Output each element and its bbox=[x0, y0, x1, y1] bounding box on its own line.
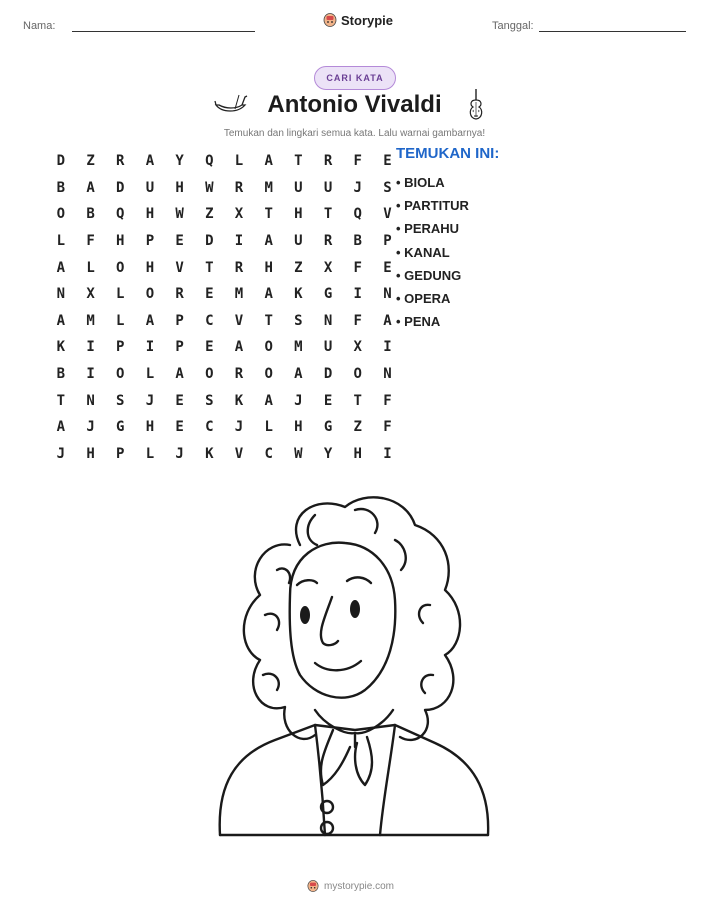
find-title: TEMUKAN INI: bbox=[396, 145, 500, 162]
grid-letter[interactable]: R bbox=[323, 233, 333, 250]
grid-letter[interactable]: A bbox=[294, 366, 303, 383]
grid-letter[interactable]: R bbox=[116, 153, 125, 170]
grid-letter[interactable]: H bbox=[353, 445, 362, 462]
grid-letter[interactable]: M bbox=[264, 179, 273, 196]
grid-letter[interactable]: U bbox=[323, 179, 333, 196]
grid-letter[interactable]: V bbox=[234, 445, 244, 462]
grid-letter[interactable]: I bbox=[383, 445, 392, 462]
grid-letter[interactable]: E bbox=[175, 233, 184, 250]
grid-letter[interactable]: E bbox=[205, 339, 214, 356]
grid-row bbox=[46, 441, 402, 468]
grid-letter[interactable]: L bbox=[145, 445, 155, 462]
grid-letter[interactable]: L bbox=[116, 286, 125, 303]
grid-letter[interactable]: A bbox=[264, 392, 273, 409]
grid-letter[interactable]: A bbox=[56, 259, 66, 276]
word-item: • GEDUNG bbox=[396, 267, 462, 283]
grid-letter[interactable]: W bbox=[175, 206, 184, 223]
grid-letter[interactable]: K bbox=[294, 286, 303, 303]
grid-letter[interactable]: D bbox=[323, 366, 333, 383]
grid-letter[interactable]: A bbox=[56, 419, 66, 436]
grid-letter[interactable]: H bbox=[145, 259, 155, 276]
vivaldi-portrait[interactable] bbox=[205, 485, 505, 850]
grid-letter[interactable]: L bbox=[116, 312, 125, 329]
grid-letter[interactable]: Z bbox=[86, 153, 95, 170]
grid-letter[interactable]: M bbox=[294, 339, 303, 356]
grid-row bbox=[46, 175, 402, 202]
grid-letter[interactable]: A bbox=[56, 312, 66, 329]
grid-letter[interactable]: I bbox=[383, 339, 392, 356]
word-list bbox=[396, 171, 469, 333]
grid-letter[interactable]: S bbox=[116, 392, 125, 409]
grid-letter[interactable]: H bbox=[116, 233, 125, 250]
grid-row bbox=[46, 361, 402, 388]
grid-letter[interactable]: A bbox=[264, 233, 273, 250]
grid-letter[interactable]: H bbox=[145, 419, 155, 436]
grid-letter[interactable]: F bbox=[383, 419, 392, 436]
grid-letter[interactable]: N bbox=[383, 286, 392, 303]
grid-letter[interactable]: P bbox=[175, 339, 184, 356]
grid-letter[interactable]: C bbox=[264, 445, 273, 462]
grid-letter[interactable]: F bbox=[353, 153, 362, 170]
grid-letter[interactable]: Q bbox=[116, 206, 125, 223]
grid-letter[interactable]: X bbox=[353, 339, 362, 356]
grid-letter[interactable]: C bbox=[205, 312, 214, 329]
grid-row bbox=[46, 334, 402, 361]
grid-letter[interactable]: W bbox=[205, 179, 214, 196]
grid-letter[interactable]: Z bbox=[205, 206, 214, 223]
grid-letter[interactable]: P bbox=[116, 445, 125, 462]
grid-letter[interactable]: N bbox=[383, 366, 392, 383]
date-label: Tanggal: bbox=[492, 20, 534, 32]
grid-letter[interactable]: D bbox=[205, 233, 214, 250]
activity-badge: CARI KATA bbox=[314, 66, 396, 90]
grid-letter[interactable]: B bbox=[56, 366, 66, 383]
grid-letter[interactable]: T bbox=[205, 259, 214, 276]
grid-letter[interactable]: T bbox=[264, 206, 273, 223]
grid-letter[interactable]: K bbox=[56, 339, 66, 356]
grid-letter[interactable]: W bbox=[294, 445, 303, 462]
grid-letter[interactable]: I bbox=[86, 339, 95, 356]
grid-letter[interactable]: Q bbox=[205, 153, 214, 170]
grid-letter[interactable]: X bbox=[234, 206, 244, 223]
grid-letter[interactable]: J bbox=[234, 419, 244, 436]
grid-letter[interactable]: Y bbox=[323, 445, 333, 462]
grid-letter[interactable]: A bbox=[175, 366, 184, 383]
grid-letter[interactable]: P bbox=[175, 312, 184, 329]
grid-letter[interactable]: H bbox=[86, 445, 95, 462]
grid-letter[interactable]: A bbox=[264, 286, 273, 303]
grid-letter[interactable]: V bbox=[383, 206, 392, 223]
grid-letter[interactable]: P bbox=[145, 233, 155, 250]
grid-letter[interactable]: T bbox=[323, 206, 333, 223]
name-label: Nama: bbox=[23, 20, 56, 32]
grid-letter[interactable]: T bbox=[264, 312, 273, 329]
grid-letter[interactable]: B bbox=[86, 206, 95, 223]
grid-letter[interactable]: E bbox=[175, 392, 184, 409]
word-item: • KANAL bbox=[396, 244, 450, 260]
grid-row bbox=[46, 228, 402, 255]
grid-row bbox=[46, 387, 402, 414]
grid-letter[interactable]: O bbox=[56, 206, 66, 223]
grid-letter[interactable]: R bbox=[323, 153, 333, 170]
grid-letter[interactable]: L bbox=[264, 419, 273, 436]
grid-letter[interactable]: E bbox=[383, 259, 392, 276]
grid-letter[interactable]: L bbox=[145, 366, 155, 383]
grid-row bbox=[46, 308, 402, 335]
grid-letter[interactable]: O bbox=[264, 366, 273, 383]
grid-letter[interactable]: T bbox=[294, 153, 303, 170]
word-item: • PENA bbox=[396, 314, 441, 330]
grid-letter[interactable]: P bbox=[116, 339, 125, 356]
footer bbox=[307, 879, 394, 893]
grid-letter[interactable]: A bbox=[234, 339, 244, 356]
grid-letter[interactable]: F bbox=[383, 392, 392, 409]
grid-row bbox=[46, 414, 402, 441]
grid-letter[interactable]: L bbox=[56, 233, 66, 250]
grid-letter[interactable]: Q bbox=[353, 206, 362, 223]
word-item: • OPERA bbox=[396, 291, 451, 307]
violin-icon bbox=[466, 88, 486, 122]
date-line[interactable] bbox=[539, 31, 686, 32]
page-title: Antonio Vivaldi bbox=[267, 91, 442, 118]
grid-letter[interactable]: Y bbox=[175, 153, 184, 170]
grid-letter[interactable]: H bbox=[264, 259, 273, 276]
storypie-logo-icon bbox=[307, 879, 319, 893]
grid-letter[interactable]: G bbox=[323, 419, 333, 436]
grid-letter[interactable]: O bbox=[353, 366, 362, 383]
grid-letter[interactable]: S bbox=[383, 179, 392, 196]
grid-letter[interactable]: G bbox=[116, 419, 125, 436]
grid-letter[interactable]: Z bbox=[294, 259, 303, 276]
word-search-grid[interactable] bbox=[46, 148, 402, 467]
storypie-logo-icon bbox=[323, 12, 337, 28]
grid-letter[interactable]: J bbox=[56, 445, 66, 462]
grid-letter[interactable]: R bbox=[234, 179, 244, 196]
grid-letter[interactable]: O bbox=[116, 366, 125, 383]
grid-letter[interactable]: L bbox=[234, 153, 244, 170]
grid-letter[interactable]: I bbox=[145, 339, 155, 356]
grid-row bbox=[46, 148, 402, 175]
grid-letter[interactable]: O bbox=[116, 259, 125, 276]
grid-row bbox=[46, 201, 402, 228]
grid-letter[interactable]: N bbox=[323, 312, 333, 329]
grid-letter[interactable]: A bbox=[145, 153, 155, 170]
grid-row bbox=[46, 254, 402, 281]
footer-url[interactable]: mystorypie.com bbox=[324, 880, 395, 892]
word-item: • PERAHU bbox=[396, 221, 460, 237]
grid-letter[interactable]: F bbox=[353, 312, 362, 329]
word-item: • BIOLA bbox=[396, 175, 445, 191]
grid-letter[interactable]: G bbox=[323, 286, 333, 303]
grid-letter[interactable]: Z bbox=[353, 419, 362, 436]
grid-letter[interactable]: K bbox=[205, 445, 214, 462]
grid-letter[interactable]: B bbox=[56, 179, 66, 196]
grid-letter[interactable]: E bbox=[383, 153, 392, 170]
grid-letter[interactable]: D bbox=[56, 153, 66, 170]
brand-name: Storypie bbox=[341, 12, 394, 28]
grid-row bbox=[46, 281, 402, 308]
grid-letter[interactable]: A bbox=[383, 312, 392, 329]
instructions: Temukan dan lingkari semua kata. Lalu warnai gambarnya! bbox=[223, 128, 486, 139]
grid-letter[interactable]: H bbox=[145, 206, 155, 223]
grid-letter[interactable]: A bbox=[86, 179, 95, 196]
grid-letter[interactable]: V bbox=[234, 312, 244, 329]
grid-letter[interactable]: H bbox=[175, 179, 184, 196]
grid-letter[interactable]: L bbox=[86, 259, 95, 276]
grid-letter[interactable]: F bbox=[353, 259, 362, 276]
grid-letter[interactable]: J bbox=[294, 392, 303, 409]
grid-letter[interactable]: T bbox=[353, 392, 362, 409]
brand bbox=[323, 12, 393, 28]
grid-letter[interactable]: J bbox=[175, 445, 184, 462]
grid-letter[interactable]: I bbox=[353, 286, 362, 303]
grid-letter[interactable]: M bbox=[86, 312, 95, 329]
grid-letter[interactable]: S bbox=[294, 312, 303, 329]
grid-letter[interactable]: C bbox=[205, 419, 214, 436]
grid-letter[interactable]: T bbox=[56, 392, 66, 409]
grid-letter[interactable]: U bbox=[294, 233, 303, 250]
grid-letter[interactable]: A bbox=[145, 312, 155, 329]
grid-letter[interactable]: V bbox=[175, 259, 184, 276]
grid-letter[interactable]: A bbox=[264, 153, 273, 170]
grid-letter[interactable]: P bbox=[383, 233, 392, 250]
grid-letter[interactable]: J bbox=[86, 419, 95, 436]
name-line[interactable] bbox=[72, 31, 255, 32]
grid-letter[interactable]: U bbox=[145, 179, 155, 196]
grid-letter[interactable]: O bbox=[264, 339, 273, 356]
grid-letter[interactable]: D bbox=[116, 179, 125, 196]
grid-letter[interactable]: J bbox=[353, 179, 362, 196]
grid-letter[interactable]: R bbox=[234, 366, 244, 383]
grid-letter[interactable]: E bbox=[323, 392, 333, 409]
grid-letter[interactable]: I bbox=[234, 233, 244, 250]
grid-letter[interactable]: H bbox=[294, 206, 303, 223]
grid-letter[interactable]: I bbox=[86, 366, 95, 383]
grid-letter[interactable]: E bbox=[205, 286, 214, 303]
grid-letter[interactable]: S bbox=[205, 392, 214, 409]
grid-letter[interactable]: K bbox=[234, 392, 244, 409]
grid-letter[interactable]: X bbox=[323, 259, 333, 276]
grid-letter[interactable]: H bbox=[294, 419, 303, 436]
grid-letter[interactable]: U bbox=[294, 179, 303, 196]
grid-letter[interactable]: B bbox=[353, 233, 362, 250]
grid-letter[interactable]: X bbox=[86, 286, 95, 303]
word-item: • PARTITUR bbox=[396, 198, 469, 214]
grid-letter[interactable]: O bbox=[205, 366, 214, 383]
grid-letter[interactable]: F bbox=[86, 233, 95, 250]
grid-letter[interactable]: M bbox=[234, 286, 244, 303]
grid-letter[interactable]: R bbox=[234, 259, 244, 276]
grid-letter[interactable]: N bbox=[86, 392, 95, 409]
grid-letter[interactable]: N bbox=[56, 286, 66, 303]
grid-letter[interactable]: U bbox=[323, 339, 333, 356]
grid-letter[interactable]: J bbox=[145, 392, 155, 409]
grid-letter[interactable]: O bbox=[145, 286, 155, 303]
grid-letter[interactable]: E bbox=[175, 419, 184, 436]
grid-letter[interactable]: R bbox=[175, 286, 184, 303]
